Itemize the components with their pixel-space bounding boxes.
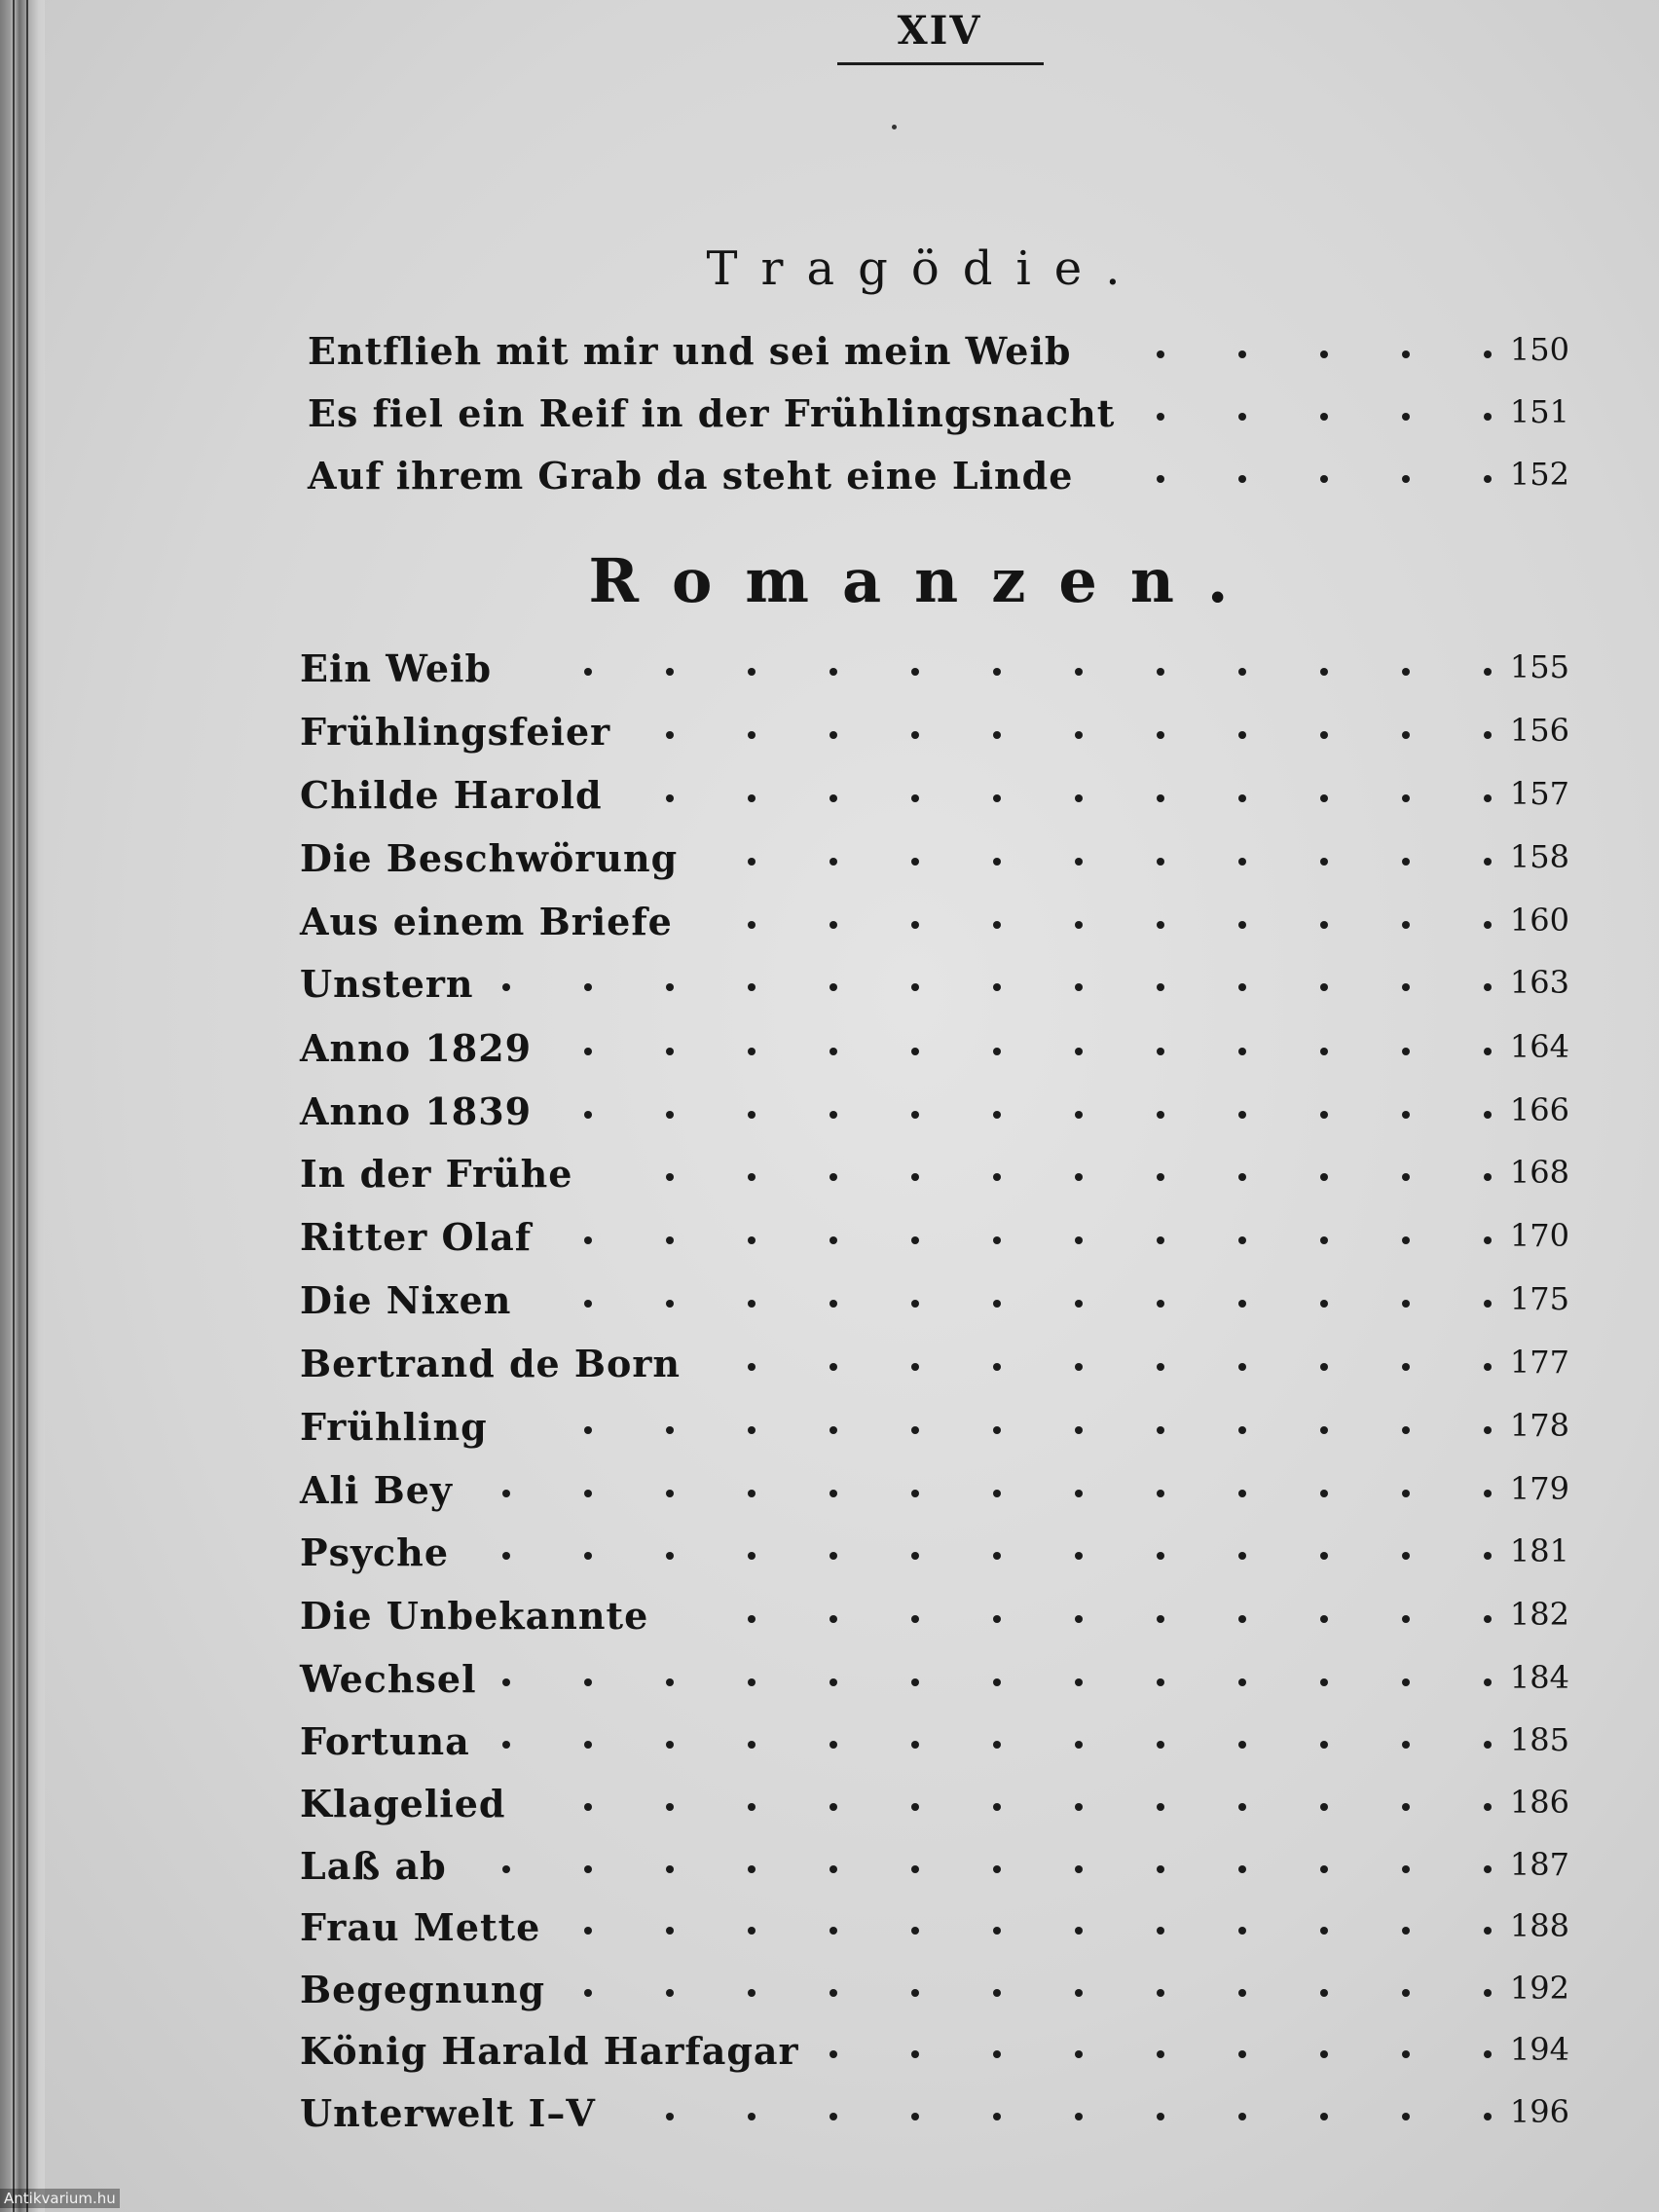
- toc-entry-page-number: 175: [1509, 1280, 1569, 1317]
- toc-entry-title: Entflieh mit mir und sei mein Weib: [308, 329, 1072, 373]
- header-rule: [837, 62, 1044, 65]
- toc-entry: [0, 2029, 1659, 2087]
- toc-entry: [0, 836, 1659, 895]
- dot-leader: [571, 1989, 1484, 1999]
- toc-entry-page-number: 187: [1509, 1846, 1569, 1883]
- toc-entry: [0, 2091, 1659, 2150]
- dot-leader: [698, 921, 1484, 931]
- dot-leader: [531, 1803, 1484, 1813]
- dot-leader: [628, 794, 1484, 804]
- toc-entry: [0, 1968, 1659, 2026]
- toc-entry-title: In der Frühe: [300, 1152, 573, 1196]
- dot-leader: [598, 1173, 1484, 1183]
- toc-entry-title: Ali Bey: [300, 1468, 453, 1512]
- toc-entry-page-number: 182: [1509, 1596, 1569, 1633]
- dot-leader: [472, 1865, 1484, 1875]
- dot-leader: [825, 2050, 1484, 2060]
- dot-leader: [557, 1048, 1484, 1057]
- toc-entry-title: Frau Mette: [300, 1905, 541, 1949]
- toc-entry: [0, 1152, 1659, 1210]
- toc-entry-page-number: 164: [1509, 1028, 1569, 1065]
- dot-leader: [703, 858, 1484, 867]
- toc-entry-title: Ein Weib: [300, 646, 493, 690]
- toc-entry-page-number: 163: [1509, 964, 1569, 1001]
- toc-entry-title: Auf ihrem Grab da steht eine Linde: [308, 454, 1074, 498]
- dot-leader: [513, 1426, 1484, 1436]
- toc-entry: [0, 329, 1659, 387]
- dot-leader: [1096, 350, 1484, 360]
- toc-entry-title: Childe Harold: [300, 773, 603, 817]
- toc-entry-page-number: 188: [1509, 1907, 1569, 1944]
- dot-leader: [536, 1300, 1484, 1309]
- toc-entry: [0, 710, 1659, 768]
- toc-entry: [0, 962, 1659, 1020]
- page-number: XIV: [897, 8, 982, 54]
- toc-entry-page-number: 166: [1509, 1091, 1569, 1128]
- toc-entry: [0, 1468, 1659, 1527]
- toc-entry-title: Anno 1839: [300, 1089, 533, 1133]
- dot-leader: [706, 1363, 1484, 1373]
- toc-entry-page-number: 194: [1509, 2031, 1569, 2068]
- toc-entry-title: Frühlingsfeier: [300, 710, 611, 754]
- toc-entry-page-number: 158: [1509, 838, 1569, 875]
- dot-leader: [674, 1615, 1484, 1625]
- toc-entry: [0, 1844, 1659, 1902]
- toc-entry-title: Ritter Olaf: [300, 1215, 533, 1259]
- toc-entry-page-number: 178: [1509, 1407, 1569, 1444]
- toc-entry-title: Die Nixen: [300, 1278, 512, 1322]
- toc-entry: [0, 1657, 1659, 1715]
- toc-entry: [0, 1089, 1659, 1148]
- dot-leader: [1140, 413, 1484, 423]
- toc-entry: [0, 454, 1659, 512]
- toc-entry: [0, 1278, 1659, 1337]
- dot-leader: [496, 1741, 1484, 1751]
- toc-entry-title: Anno 1829: [300, 1026, 533, 1070]
- toc-entry-page-number: 152: [1509, 456, 1569, 493]
- toc-entry-page-number: 192: [1509, 1970, 1569, 2007]
- dot-leader: [474, 1552, 1484, 1562]
- toc-entry: [0, 773, 1659, 831]
- toc-entry-page-number: 160: [1509, 902, 1569, 939]
- toc-entry-title: Klagelied: [300, 1782, 506, 1825]
- toc-entry-page-number: 151: [1509, 393, 1569, 430]
- dot-leader: [557, 1236, 1484, 1246]
- toc-entry-title: Bertrand de Born: [300, 1342, 682, 1385]
- toc-entry-page-number: 184: [1509, 1659, 1569, 1696]
- dot-leader: [1098, 475, 1484, 485]
- toc-entry-title: König Harald Harfagar: [300, 2029, 799, 2073]
- toc-entry-page-number: 150: [1509, 331, 1569, 368]
- dot-leader: [621, 2113, 1484, 2122]
- toc-entry: [0, 1026, 1659, 1085]
- toc-entry-title: Unterwelt I–V: [300, 2091, 596, 2135]
- toc-entry: [0, 391, 1659, 450]
- toc-entry-title: Frühling: [300, 1405, 488, 1449]
- section-title-tragoedie: Tragödie.: [706, 241, 1144, 296]
- toc-entry-page-number: 170: [1509, 1217, 1569, 1254]
- toc-entry-page-number: 177: [1509, 1344, 1569, 1381]
- toc-entry: [0, 1719, 1659, 1778]
- toc-entry-title: Begegnung: [300, 1968, 546, 2011]
- toc-entry: [0, 1594, 1659, 1652]
- dot-leader: [636, 731, 1484, 741]
- toc-entry: [0, 900, 1659, 958]
- dot-leader: [478, 1490, 1484, 1499]
- toc-entry-page-number: 168: [1509, 1154, 1569, 1191]
- toc-entry: [0, 1782, 1659, 1840]
- toc-entry-title: Laß ab: [300, 1844, 447, 1888]
- watermark: Antikvarium.hu: [0, 2189, 120, 2208]
- toc-entry-page-number: 186: [1509, 1784, 1569, 1821]
- toc-entry: [0, 1530, 1659, 1589]
- toc-entry-title: Die Beschwörung: [300, 836, 679, 880]
- dot-leader: [502, 1678, 1484, 1688]
- toc-entry-title: Es fiel ein Reif in der Frühlingsnacht: [308, 391, 1116, 435]
- toc-entry: [0, 1215, 1659, 1273]
- ink-speck: [892, 125, 897, 129]
- toc-entry-title: Die Unbekannte: [300, 1594, 649, 1638]
- toc-entry-page-number: 196: [1509, 2093, 1569, 2130]
- toc-entry-title: Unstern: [300, 962, 474, 1006]
- toc-entry-title: Fortuna: [300, 1719, 470, 1763]
- toc-entry: [0, 1342, 1659, 1400]
- toc-entry: [0, 646, 1659, 705]
- toc-entry-page-number: 185: [1509, 1721, 1569, 1758]
- toc-entry-title: Aus einem Briefe: [300, 900, 673, 943]
- dot-leader: [499, 983, 1484, 993]
- toc-entry: [0, 1405, 1659, 1463]
- toc-entry-page-number: 156: [1509, 712, 1569, 749]
- toc-entry-page-number: 179: [1509, 1470, 1569, 1507]
- toc-entry-page-number: 181: [1509, 1532, 1569, 1569]
- toc-entry: [0, 1905, 1659, 1964]
- toc-entry-page-number: 157: [1509, 775, 1569, 812]
- toc-entry-title: Wechsel: [300, 1657, 477, 1701]
- section-title-romanzen: Romanzen.: [588, 545, 1262, 616]
- toc-entry-title: Psyche: [300, 1530, 449, 1574]
- dot-leader: [517, 668, 1484, 678]
- dot-leader: [566, 1927, 1484, 1936]
- dot-leader: [557, 1111, 1484, 1121]
- toc-entry-page-number: 155: [1509, 648, 1569, 685]
